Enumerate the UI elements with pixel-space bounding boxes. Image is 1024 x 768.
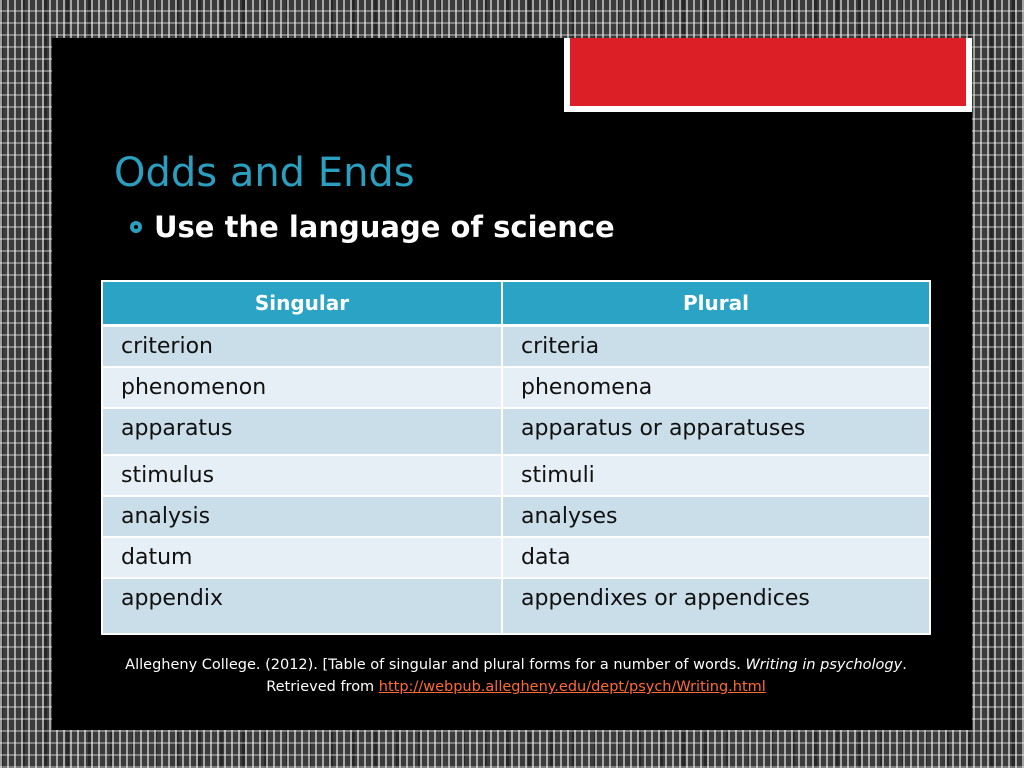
singular-cell: phenomenon [102,367,502,408]
plural-cell: phenomena [502,367,930,408]
red-tab-fill [570,38,966,106]
plural-cell: appendixes or appendices [502,578,930,634]
plural-cell: analyses [502,496,930,537]
plural-cell: stimuli [502,455,930,496]
citation-text: Allegheny College. (2012). [Table of singular and plural forms for a number of words. [125,657,741,673]
hollow-circle-bullet-icon [130,221,142,233]
citation-link[interactable]: http://webpub.allegheny.edu/dept/psych/Writing.html [378,679,766,695]
table-row [102,578,930,634]
table-row [102,537,930,578]
citation-retrieved-text: . Retrieved from [266,657,907,695]
slide-title: Odds and Ends [114,150,415,196]
bullet-item [130,210,615,244]
table-row [102,367,930,408]
plural-cell: data [502,537,930,578]
table-row [102,408,930,455]
singular-cell: analysis [102,496,502,537]
table-header-row [102,281,930,326]
red-decorative-tab [564,38,972,112]
singular-cell: appendix [102,578,502,634]
plural-cell: apparatus or apparatuses [502,408,930,455]
singular-cell: criterion [102,326,502,367]
plural-cell: criteria [502,326,930,367]
table-row [102,455,930,496]
singular-cell: apparatus [102,408,502,455]
bullet-text: Use the language of science [154,210,615,244]
column-header-plural: Plural [502,281,930,326]
table-row [102,496,930,537]
singular-plural-table [101,280,931,635]
singular-cell: datum [102,537,502,578]
citation [106,654,926,698]
column-header-singular: Singular [102,281,502,326]
singular-cell: stimulus [102,455,502,496]
citation-italic-title: Writing in psychology [745,657,903,673]
table-row [102,326,930,367]
